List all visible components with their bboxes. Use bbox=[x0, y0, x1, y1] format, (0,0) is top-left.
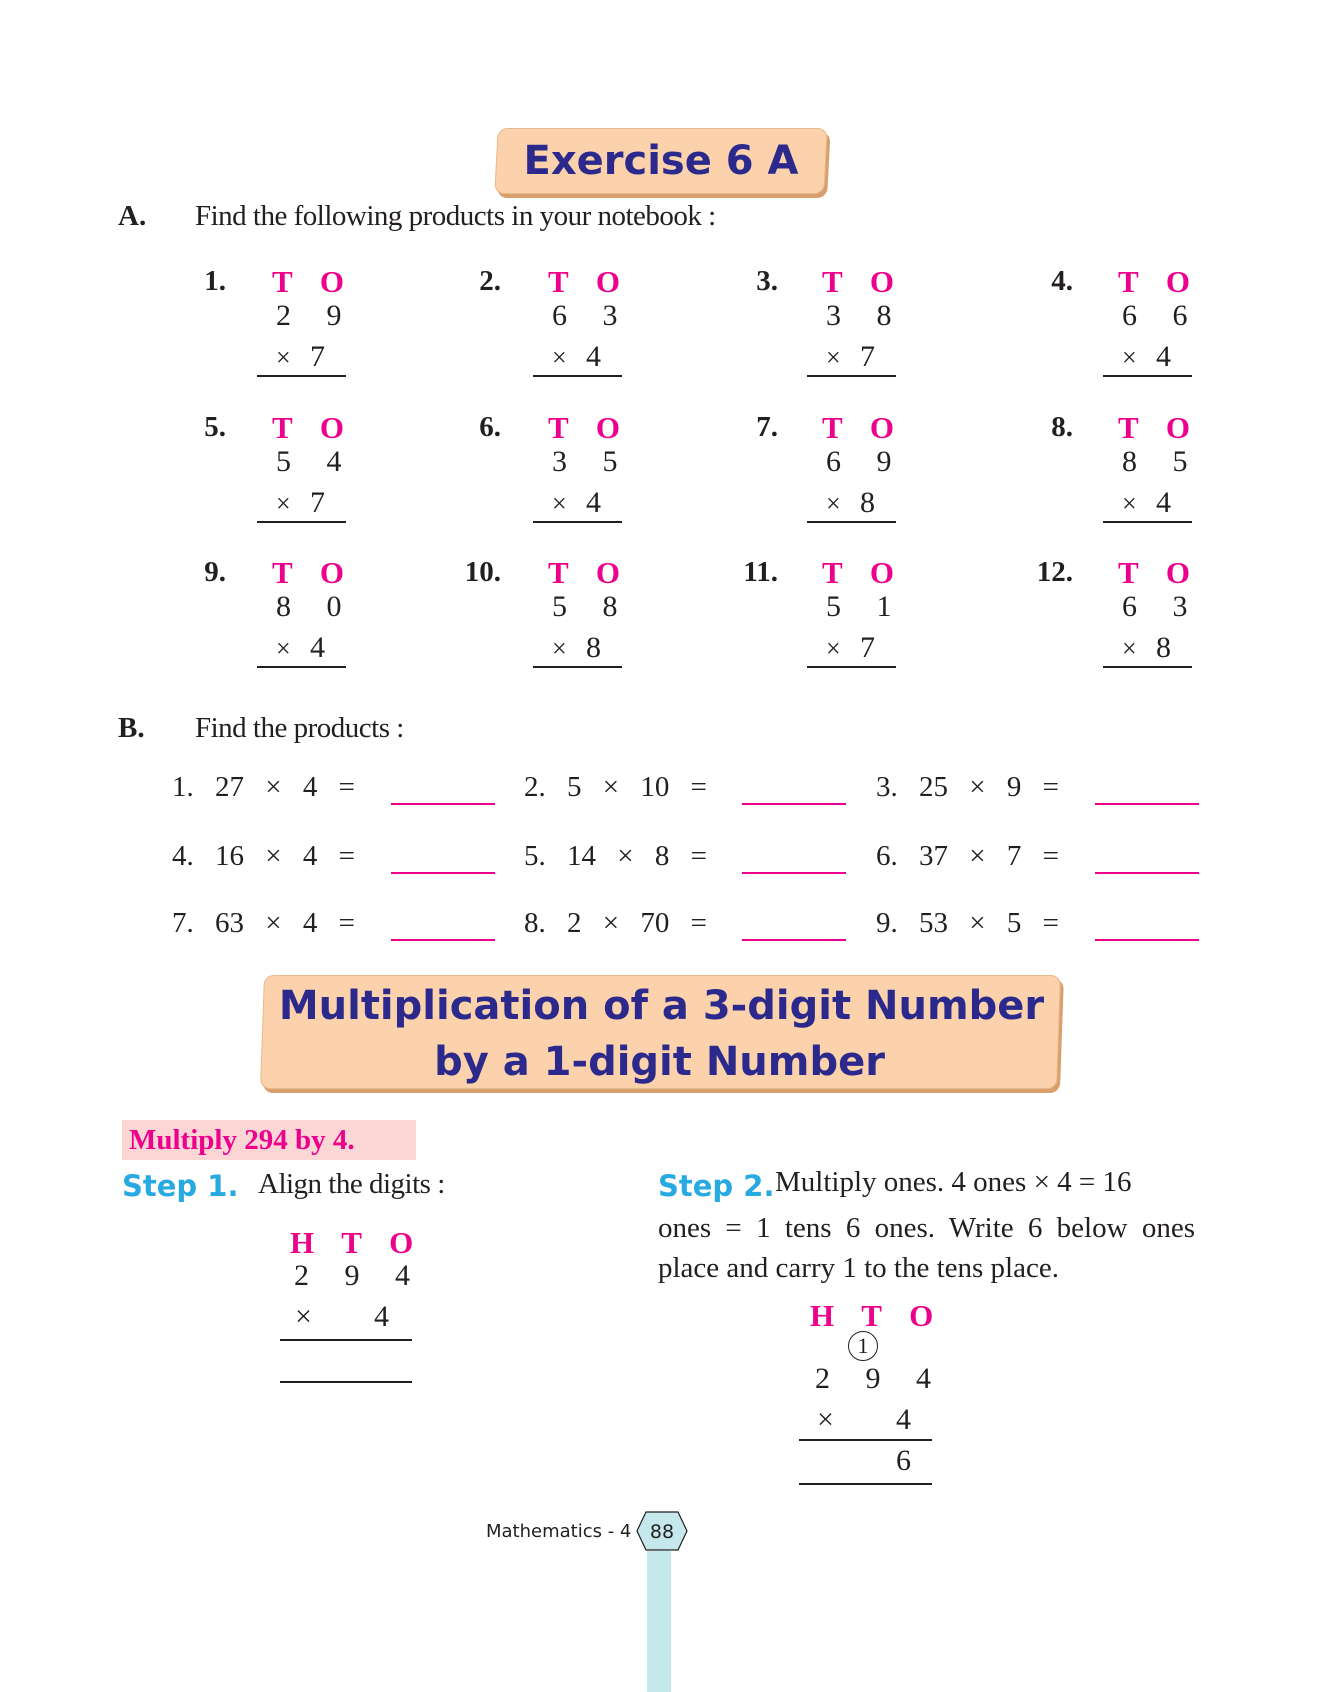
multiplier: 4 bbox=[1156, 486, 1185, 519]
place-header: T O bbox=[822, 264, 904, 299]
section-a-letter: A. bbox=[118, 200, 147, 232]
step2-rule-bottom bbox=[799, 1483, 932, 1485]
problem-number: 4. bbox=[1051, 265, 1073, 297]
step2-label: Step 2. bbox=[658, 1169, 775, 1203]
exercise-title: Exercise 6 A bbox=[523, 138, 799, 184]
place-header: T O bbox=[272, 555, 354, 590]
answer-rule bbox=[533, 521, 622, 523]
place-header: T O bbox=[822, 555, 904, 590]
times-sign: × bbox=[1122, 634, 1137, 663]
times-sign: × bbox=[276, 489, 291, 518]
section-b-instruction: Find the products : bbox=[195, 712, 404, 744]
multiplier: 4 bbox=[310, 631, 339, 664]
answer-blank[interactable] bbox=[1095, 939, 1199, 941]
answer-rule bbox=[807, 521, 896, 523]
product-equation: 2. 5 × 10 = bbox=[524, 771, 707, 803]
top-number: 6 3 bbox=[1122, 590, 1202, 623]
product-equation: 1. 27 × 4 = bbox=[172, 771, 355, 803]
top-number: 6 9 bbox=[826, 445, 906, 478]
place-header: T O bbox=[1118, 555, 1200, 590]
footer-book-title: Mathematics - 4 bbox=[486, 1521, 632, 1542]
problem-number: 9. bbox=[204, 556, 226, 588]
multiplier: 4 bbox=[586, 340, 615, 373]
multiplier: 8 bbox=[586, 631, 615, 664]
step2-place-header: H T O bbox=[810, 1298, 944, 1333]
answer-blank[interactable] bbox=[1095, 872, 1199, 874]
top-number: 3 5 bbox=[552, 445, 632, 478]
times-sign: × bbox=[1122, 343, 1137, 372]
step1-text: Align the digits : bbox=[258, 1168, 445, 1200]
place-header: T O bbox=[272, 410, 354, 445]
step2-multiplier: 4 bbox=[896, 1403, 925, 1436]
place-header: T O bbox=[548, 264, 630, 299]
answer-blank[interactable] bbox=[742, 939, 846, 941]
top-number: 6 3 bbox=[552, 299, 632, 332]
times-sign: × bbox=[1122, 489, 1137, 518]
page-number-hexagon bbox=[636, 1511, 688, 1551]
step1-rule-bottom bbox=[280, 1381, 412, 1383]
multiplier: 7 bbox=[860, 340, 889, 373]
answer-blank[interactable] bbox=[742, 803, 846, 805]
place-header: T O bbox=[1118, 410, 1200, 445]
step1-label: Step 1. bbox=[122, 1169, 239, 1203]
step1-place-header: H T O bbox=[290, 1225, 424, 1260]
answer-rule bbox=[257, 666, 346, 668]
page-stripe bbox=[647, 1551, 671, 1692]
product-equation: 7. 63 × 4 = bbox=[172, 907, 355, 939]
step1-multiplier: 4 bbox=[374, 1300, 403, 1333]
problem-number: 11. bbox=[743, 556, 778, 588]
product-equation: 4. 16 × 4 = bbox=[172, 840, 355, 872]
answer-blank[interactable] bbox=[391, 803, 495, 805]
section-title-line2: by a 1-digit Number bbox=[434, 1039, 885, 1085]
top-number: 6 6 bbox=[1122, 299, 1202, 332]
problem-number: 2. bbox=[479, 265, 501, 297]
times-sign: × bbox=[276, 634, 291, 663]
answer-rule bbox=[1103, 666, 1192, 668]
product-equation: 9. 53 × 5 = bbox=[876, 907, 1059, 939]
multiplier: 7 bbox=[310, 340, 339, 373]
carry-circle: 1 bbox=[848, 1331, 878, 1361]
step1-rule-top bbox=[280, 1339, 412, 1341]
answer-blank[interactable] bbox=[391, 872, 495, 874]
multiplier: 7 bbox=[310, 486, 339, 519]
problem-number: 5. bbox=[204, 411, 226, 443]
section-a-instruction: Find the following products in your notebook : bbox=[195, 200, 716, 232]
step1-times: × bbox=[295, 1300, 312, 1333]
times-sign: × bbox=[826, 489, 841, 518]
place-header: T O bbox=[822, 410, 904, 445]
problem-number: 10. bbox=[464, 556, 501, 588]
product-equation: 5. 14 × 8 = bbox=[524, 840, 707, 872]
answer-rule bbox=[533, 375, 622, 377]
example-label: Multiply 294 by 4. bbox=[129, 1124, 355, 1156]
problem-number: 1. bbox=[204, 265, 226, 297]
place-header: T O bbox=[1118, 264, 1200, 299]
top-number: 5 1 bbox=[826, 590, 906, 623]
section-title-banner bbox=[260, 975, 1061, 1089]
answer-rule bbox=[257, 521, 346, 523]
top-number: 5 4 bbox=[276, 445, 356, 478]
times-sign: × bbox=[826, 634, 841, 663]
top-number: 8 5 bbox=[1122, 445, 1202, 478]
answer-blank[interactable] bbox=[1095, 803, 1199, 805]
times-sign: × bbox=[552, 343, 567, 372]
step2-result: 6 bbox=[896, 1444, 925, 1477]
top-number: 2 9 bbox=[276, 299, 356, 332]
problem-number: 7. bbox=[756, 411, 778, 443]
section-title-line1: Multiplication of a 3-digit Number bbox=[278, 983, 1045, 1029]
answer-rule bbox=[1103, 375, 1192, 377]
step2-line1: Multiply ones. 4 ones × 4 = 16 bbox=[775, 1166, 1132, 1198]
section-b-letter: B. bbox=[118, 712, 145, 744]
product-equation: 3. 25 × 9 = bbox=[876, 771, 1059, 803]
top-number: 3 8 bbox=[826, 299, 906, 332]
multiplier: 8 bbox=[860, 486, 889, 519]
multiplier: 8 bbox=[1156, 631, 1185, 664]
product-equation: 8. 2 × 70 = bbox=[524, 907, 707, 939]
answer-blank[interactable] bbox=[742, 872, 846, 874]
answer-rule bbox=[807, 666, 896, 668]
step2-rule-top bbox=[799, 1439, 932, 1441]
page-number: 88 bbox=[649, 1521, 675, 1543]
problem-number: 6. bbox=[479, 411, 501, 443]
answer-rule bbox=[533, 666, 622, 668]
step1-top-number: 2 9 4 bbox=[294, 1259, 424, 1292]
place-header: T O bbox=[272, 264, 354, 299]
problem-number: 8. bbox=[1051, 411, 1073, 443]
multiplier: 4 bbox=[586, 486, 615, 519]
times-sign: × bbox=[826, 343, 841, 372]
step2-top-number: 2 9 4 bbox=[815, 1362, 945, 1395]
step2-line2: ones = 1 tens 6 ones. Write 6 below ones bbox=[658, 1212, 1195, 1244]
top-number: 8 0 bbox=[276, 590, 356, 623]
problem-number: 3. bbox=[756, 265, 778, 297]
product-equation: 6. 37 × 7 = bbox=[876, 840, 1059, 872]
step2-times: × bbox=[817, 1403, 834, 1436]
place-header: T O bbox=[548, 555, 630, 590]
problem-number: 12. bbox=[1036, 556, 1073, 588]
top-number: 5 8 bbox=[552, 590, 632, 623]
exercise-banner bbox=[494, 128, 827, 194]
answer-rule bbox=[1103, 521, 1192, 523]
answer-rule bbox=[807, 375, 896, 377]
step2-carry bbox=[848, 1331, 878, 1361]
place-header: T O bbox=[548, 410, 630, 445]
step2-line3: place and carry 1 to the tens place. bbox=[658, 1252, 1059, 1284]
multiplier: 4 bbox=[1156, 340, 1185, 373]
answer-blank[interactable] bbox=[391, 939, 495, 941]
multiplier: 7 bbox=[860, 631, 889, 664]
times-sign: × bbox=[276, 343, 291, 372]
answer-rule bbox=[257, 375, 346, 377]
times-sign: × bbox=[552, 634, 567, 663]
times-sign: × bbox=[552, 489, 567, 518]
